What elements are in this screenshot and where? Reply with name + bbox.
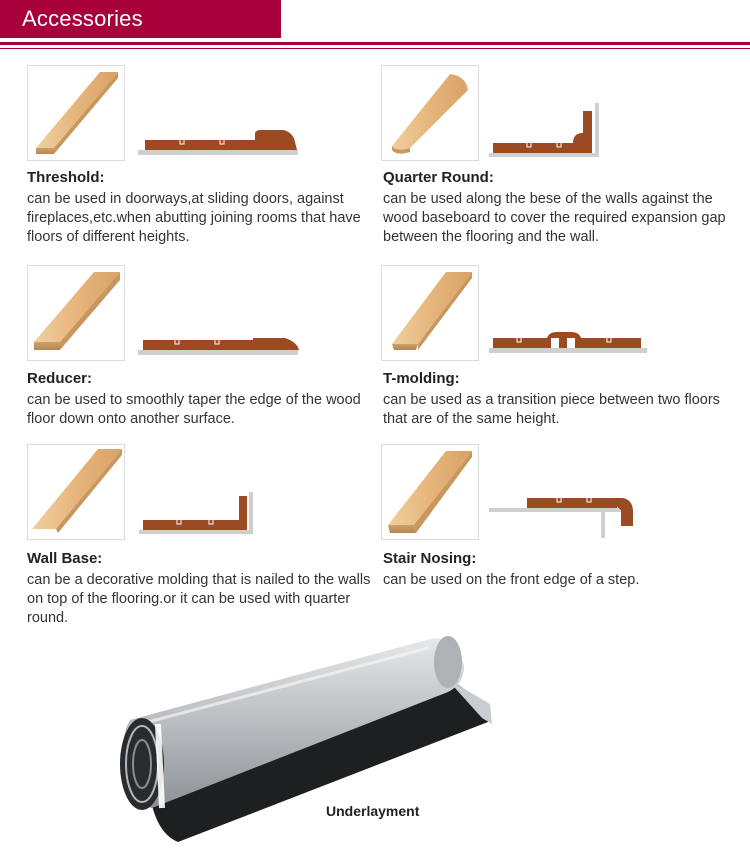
section-banner <box>0 0 281 38</box>
wall-base-profile-diagram <box>137 492 257 538</box>
item-desc-quarter-round: can be used along the bese of the walls against the wood baseboard to cover the required expansion gap between the flooring and the wall. <box>383 191 726 245</box>
threshold-photo <box>27 65 125 161</box>
reducer-profile-diagram <box>135 330 303 358</box>
item-desc-threshold: can be used in doorways,at sliding doors, against fireplaces,etc.when abutting joining rooms that have floors of different heights. <box>27 191 361 245</box>
item-title-quarter-round: Quarter Round: <box>383 169 494 186</box>
item-title-stair-nosing: Stair Nosing: <box>383 550 477 567</box>
stair-nosing-photo <box>381 444 479 540</box>
reducer-photo <box>27 265 125 361</box>
stair-nosing-profile-diagram <box>487 496 637 540</box>
wall-base-photo <box>27 444 125 540</box>
t-molding-photo <box>381 265 479 361</box>
t-molding-profile-diagram <box>487 328 649 358</box>
item-title-wall-base: Wall Base: <box>27 550 103 567</box>
quarter-round-photo <box>381 65 479 161</box>
item-title-threshold: Threshold: <box>27 169 105 186</box>
quarter-round-profile-diagram <box>487 103 602 159</box>
item-desc-wall-base: can be a decorative molding that is nailed to the walls on top of the flooring.or it can be used with quarter round. <box>27 572 371 626</box>
divider-line-thin <box>0 48 750 49</box>
divider-line <box>0 42 750 45</box>
threshold-profile-diagram <box>135 128 300 160</box>
section-title: Accessories <box>22 6 143 31</box>
item-title-t-molding: T-molding: <box>383 370 460 387</box>
underlayment-roll-photo <box>108 632 498 847</box>
item-desc-reducer: can be used to smoothly taper the edge of the wood floor down onto another surface. <box>27 392 361 427</box>
item-desc-t-molding: can be used as a transition piece between two floors that are of the same height. <box>383 392 720 427</box>
underlayment-label: Underlayment <box>326 803 420 819</box>
item-title-reducer: Reducer: <box>27 370 93 387</box>
item-desc-stair-nosing: can be used on the front edge of a step. <box>383 572 640 588</box>
